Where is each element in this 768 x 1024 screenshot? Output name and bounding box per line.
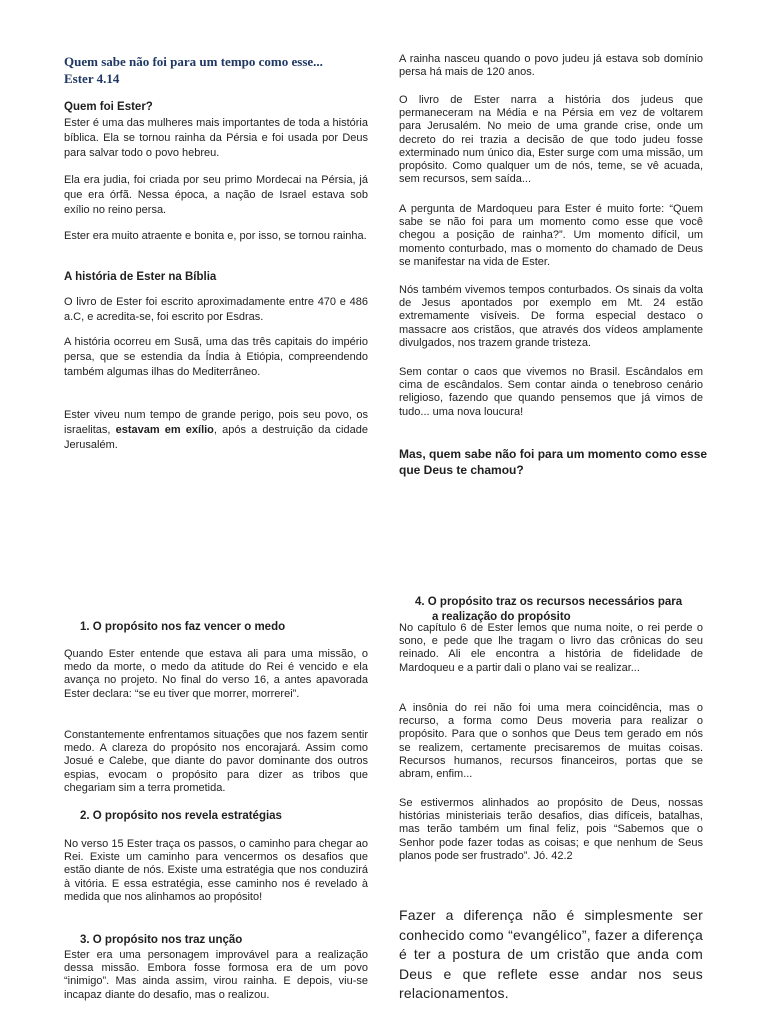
- heading-quem-foi-ester: Quem foi Ester?: [64, 101, 153, 113]
- callout-question: Mas, quem sabe não foi para um momento como esse que Deus te chamou?: [399, 447, 708, 477]
- paragraph: No capítulo 6 de Ester lemos que numa noite, o rei perde o sono, e pede que lhe tragam o livro das crônicas do seu reinado. Ali ele encontra a história de fidelidade de Mardoqueu e a partir dali o plano vai se realizar...: [399, 622, 703, 674]
- heading-point-3: 3. O propósito nos traz unção: [80, 934, 243, 946]
- paragraph: A rainha nasceu quando o povo judeu já estava sob domínio persa há mais de 120 anos.: [399, 53, 703, 79]
- paragraph: No verso 15 Ester traça os passos, o caminho para chegar ao Rei. Existe um caminho para vencermos os desafios que estão diante de nós. Existe uma estratégia que nos conduzirá à vitória. E essa estratégia, esse caminho nos é revelado à medida que nos alinhamos ao propósito!: [64, 838, 368, 903]
- heading-point-1: 1. O propósito nos faz vencer o medo: [80, 621, 286, 633]
- paragraph: Ela era judia, foi criada por seu primo Mordecai na Pérsia, já que era órfã. Nessa época, a nação de Israel estava sob exílio no reino persa.: [64, 174, 368, 216]
- paragraph: Quando Ester entende que estava ali para uma missão, o medo da morte, o medo da atitude do Rei é vencido e ela avança no projeto. No final do verso 16, a antes apavorada Ester declara: “se eu tiver que morrer, morrerei”.: [64, 648, 368, 700]
- paragraph: Nós também vivemos tempos conturbados. Os sinais da volta de Jesus apontados por exemplo em Mt. 24 estão extremamente visíveis. De forma especial destaco o massacre aos cristãos, que através dos vídeos amplamente divulgados, nos trazem grande tristeza.: [399, 284, 703, 349]
- heading-point-2: 2. O propósito nos revela estratégias: [80, 810, 282, 822]
- document-title: [64, 53, 384, 87]
- closing-statement: Fazer a diferença não é simplesmente ser conhecido como “evangélico”, fazer a diferença é ter a postura de um cristão que anda com Deus e que reflete esse andar nos seus relacionamentos.: [399, 907, 703, 1001]
- title-line-1: Quem sabe não foi para um tempo como esse...: [64, 54, 323, 69]
- paragraph: Ester viveu num tempo de grande perigo, pois seu povo, os israelitas, estavam em exílio, após a destruição da cidade Jerusalém.: [64, 409, 368, 451]
- paragraph: Ester era muito atraente e bonita e, por isso, se tornou rainha.: [64, 230, 367, 242]
- paragraph: A insônia do rei não foi uma mera coincidência, mas o recurso, a forma como Deus moveria para realizar o propósito. Para que o sonhos que Deus tem gerado em nós se realizem, certamente precisaremos de muitas coisas. Recursos humanos, recursos financeiros, portas que se abram, enfim...: [399, 702, 703, 781]
- paragraph: Ester é uma das mulheres mais importantes de toda a história bíblica. Ela se tornou rainha da Pérsia e foi usada por Deus para salvar todo o povo hebreu.: [64, 117, 368, 159]
- paragraph: A pergunta de Mardoqueu para Ester é muito forte: “Quem sabe se não foi para um momento como esse que você chegou a posição de rainha?”. Um momento difícil, um momento conturbado, mas o momento do chamado de Deus se manifestar na vida de Ester.: [399, 203, 703, 268]
- emphasis: estavam em exílio: [115, 424, 214, 436]
- heading-point-4: 4. O propósito traz os recursos necessários para a realização do propósito: [415, 596, 683, 623]
- title-line-2: Ester 4.14: [64, 71, 120, 86]
- paragraph: Sem contar o caos que vivemos no Brasil. Escândalos em cima de escândalos. Sem contar ainda o tenebroso cenário religioso, fazendo que quando pensemos que já vimos de tudo... uma nova loucura!: [399, 366, 703, 418]
- paragraph: Constantemente enfrentamos situações que nos fazem sentir medo. A clareza do propósito nos encorajará. Assim como Josué e Calebe, que diante do pavor dominante dos outros espias, evocam o propósito para dizer as tribos que chegariam sim a terra prometida.: [64, 729, 368, 794]
- paragraph: A história ocorreu em Susã, uma das três capitais do império persa, que se estendia da Índia à Etiópia, compreendendo também algumas ilhas do Mediterrâneo.: [64, 336, 368, 378]
- heading-historia: A história de Ester na Bíblia: [64, 271, 217, 283]
- paragraph: Ester era uma personagem improvável para a realização dessa missão. Embora fosse formosa era de um povo “inimigo”. Mas ainda assim, virou rainha. E depois, viu-se incapaz diante do desafio, mas o realizou.: [64, 949, 368, 1001]
- paragraph: O livro de Ester foi escrito aproximadamente entre 470 e 486 a.C, e acredita-se, foi escrito por Esdras.: [64, 296, 368, 323]
- paragraph: O livro de Ester narra a história dos judeus que permaneceram na Média e na Pérsia em vez de voltarem para Jerusalém. No meio de uma grande crise, onde um decreto do rei trazia a decisão de que todo judeu fosse exterminado num único dia, Ester surge com uma missão, um propósito. Como qualquer um de nós, teme, se vê acuada, sem recursos, sem saída...: [399, 94, 703, 186]
- paragraph: Se estivermos alinhados ao propósito de Deus, nossas histórias ministeriais terão desafios, dias difíceis, batalhas, mas terão também um final feliz, pois “Sabemos que o Senhor pode fazer todas as coisas; e que nenhum de Seus planos pode ser frustrado”. Jó. 42.2: [399, 797, 703, 862]
